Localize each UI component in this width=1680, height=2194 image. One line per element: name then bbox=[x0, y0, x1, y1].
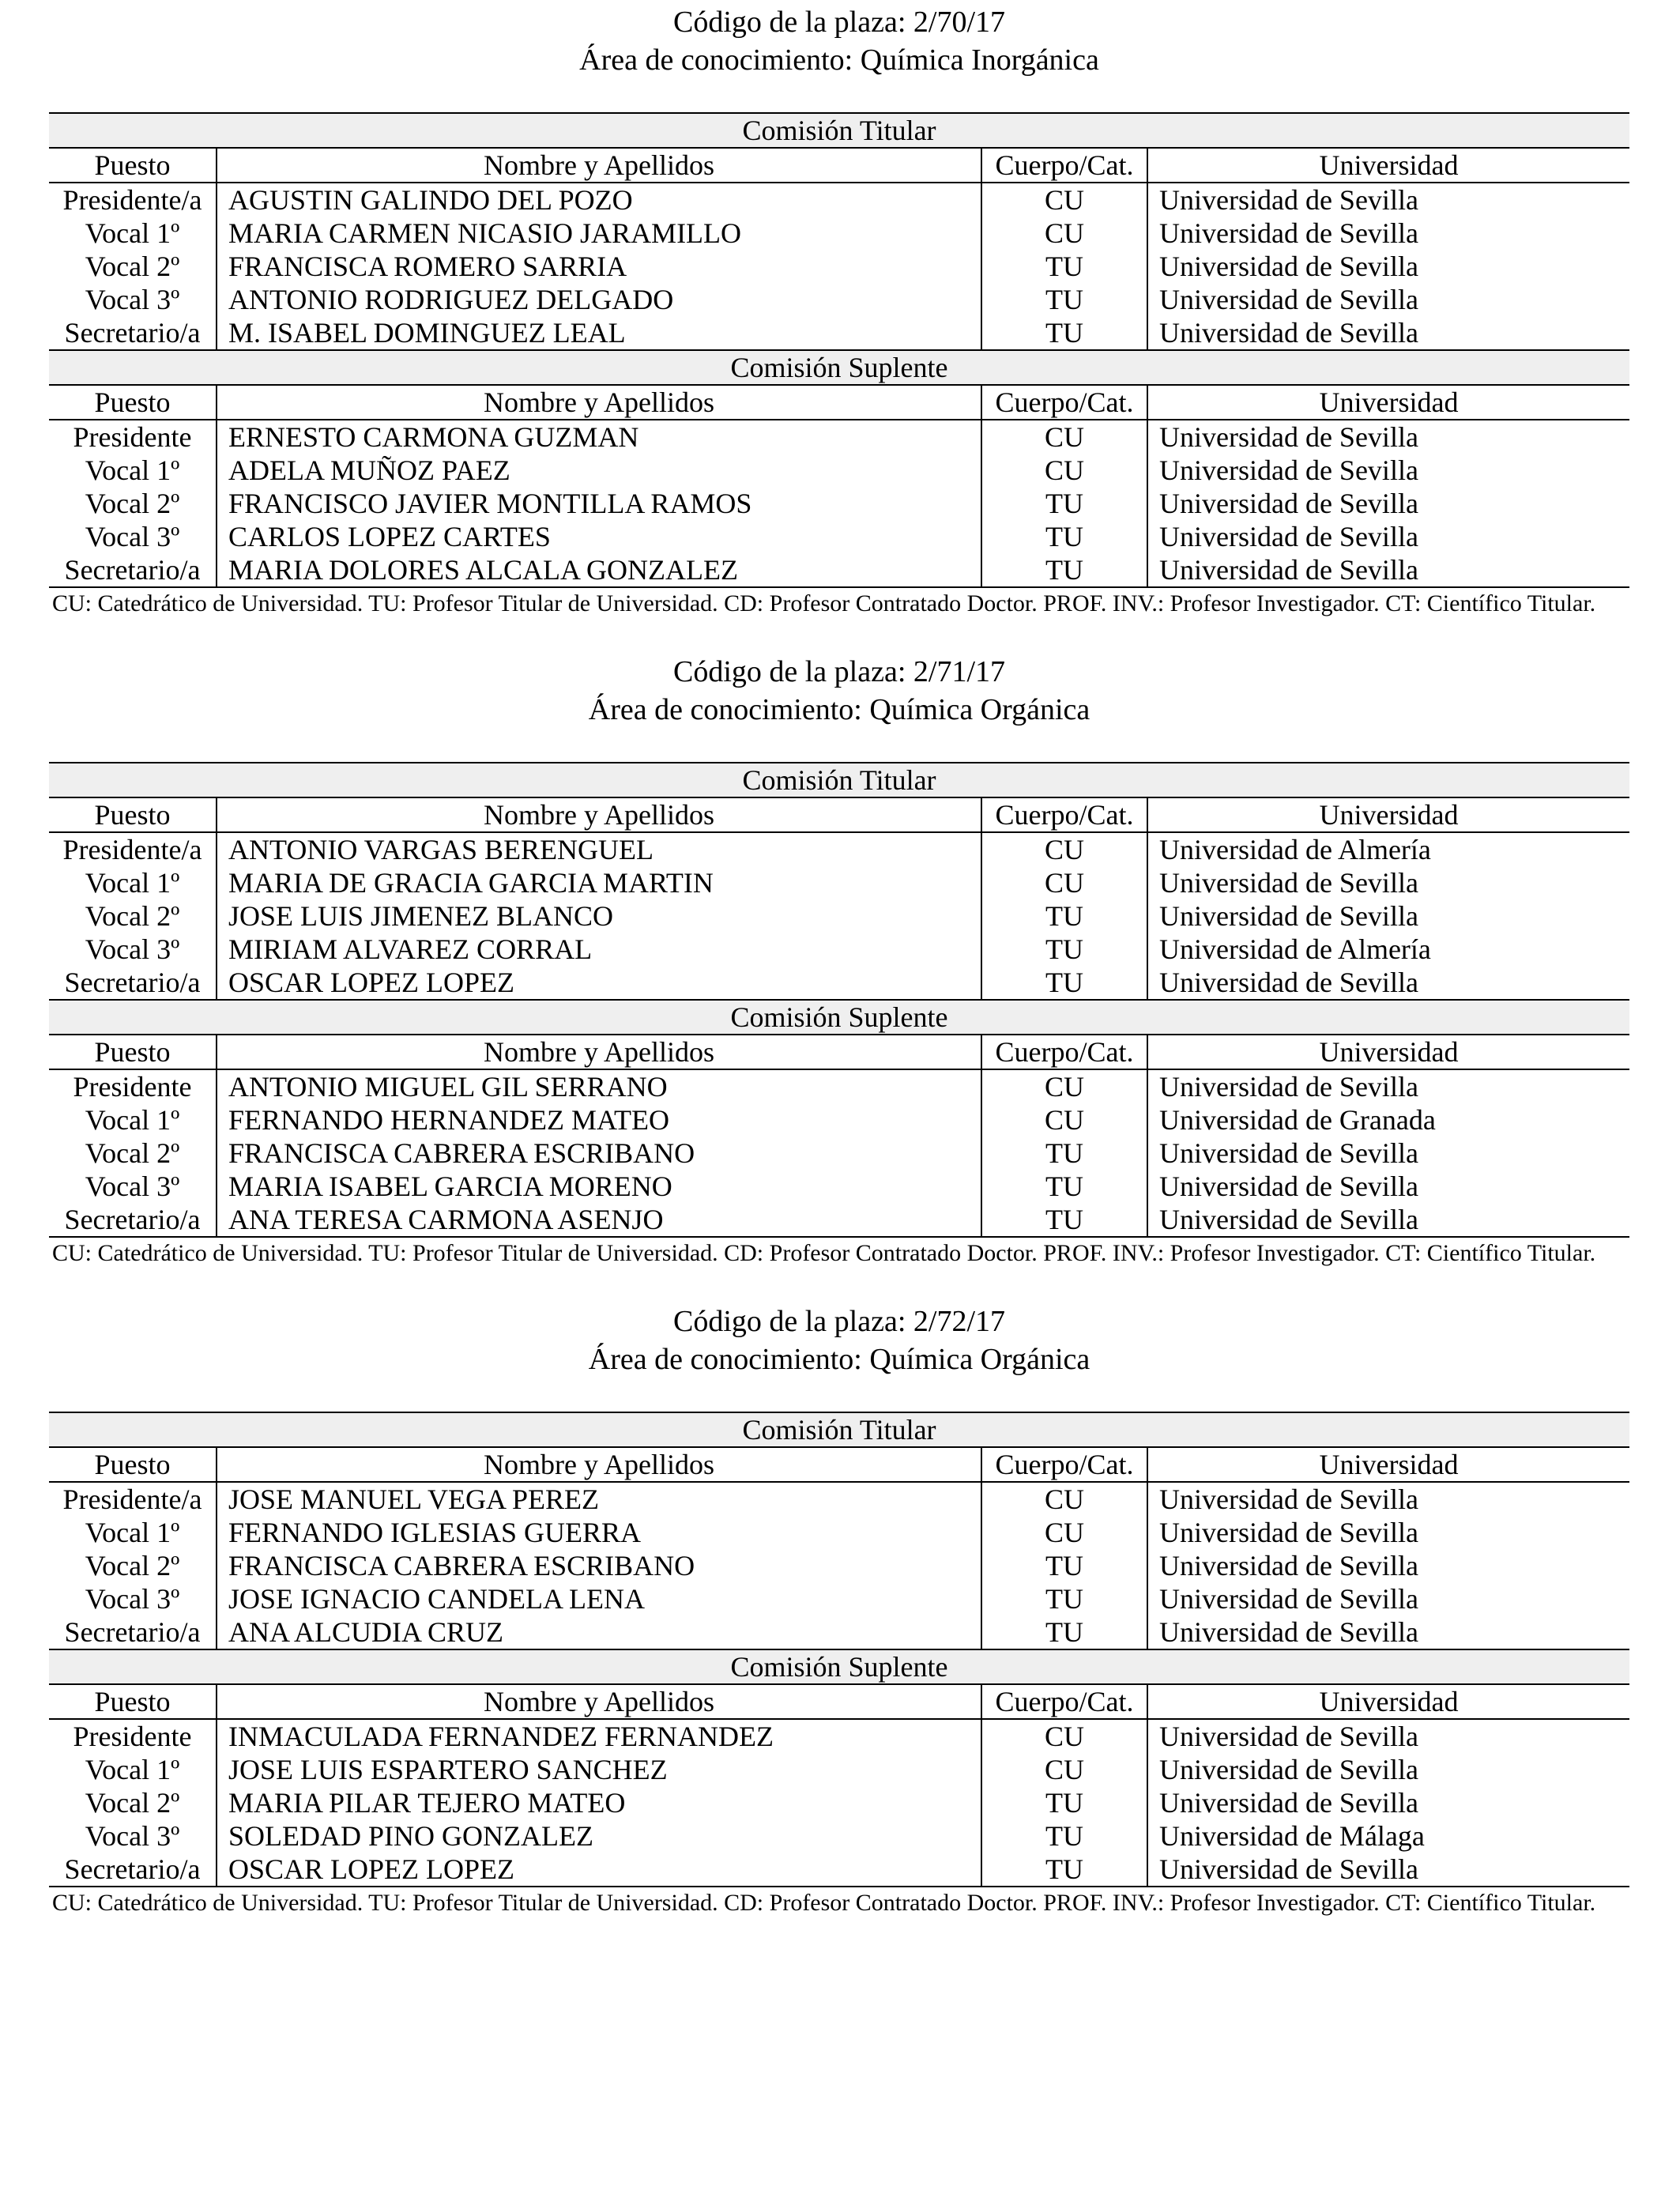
column-header-nombre: Nombre y Apellidos bbox=[217, 1447, 981, 1482]
commission-suplente-band bbox=[49, 1649, 1629, 1684]
cell-cuerpo: CU bbox=[981, 866, 1147, 899]
cell-puesto: Presidente bbox=[49, 420, 217, 454]
cell-nombre: ADELA MUÑOZ PAEZ bbox=[217, 454, 981, 487]
cell-cuerpo: CU bbox=[981, 832, 1147, 866]
column-header-nombre: Nombre y Apellidos bbox=[217, 148, 981, 183]
cell-puesto: Vocal 1º bbox=[49, 866, 217, 899]
cell-universidad: Universidad de Sevilla bbox=[1159, 1616, 1418, 1648]
cell-cuerpo: TU bbox=[981, 1582, 1147, 1615]
cell-nombre: FERNANDO HERNANDEZ MATEO bbox=[217, 1103, 981, 1137]
cell-universidad: Universidad de Sevilla bbox=[1159, 1754, 1418, 1785]
plaza-section bbox=[49, 1268, 1629, 1917]
cell-cuerpo: TU bbox=[981, 1137, 1147, 1170]
cell-puesto: Secretario/a bbox=[49, 1615, 217, 1649]
cell-cuerpo: TU bbox=[981, 520, 1147, 553]
cell-nombre: FERNANDO IGLESIAS GUERRA bbox=[217, 1516, 981, 1549]
cell-nombre: SOLEDAD PINO GONZALEZ bbox=[217, 1819, 981, 1853]
table-row bbox=[49, 1103, 1629, 1137]
cell-puesto: Vocal 2º bbox=[49, 1786, 217, 1819]
cell-puesto: Vocal 2º bbox=[49, 487, 217, 520]
cell-universidad: Universidad de Sevilla bbox=[1159, 1171, 1418, 1202]
column-header-universidad: Universidad bbox=[1147, 1684, 1629, 1719]
plaza-heading bbox=[49, 1299, 1629, 1378]
cell-nombre: MARIA DOLORES ALCALA GONZALEZ bbox=[217, 553, 981, 587]
cell-nombre: FRANCISCA ROMERO SARRIA bbox=[217, 250, 981, 283]
table-row bbox=[49, 933, 1629, 966]
cell-universidad: Universidad de Almería bbox=[1159, 933, 1431, 965]
cell-cuerpo: TU bbox=[981, 1170, 1147, 1203]
commission-suplente-label: Comisión Suplente bbox=[49, 350, 1629, 385]
column-header-cuerpo: Cuerpo/Cat. bbox=[981, 797, 1147, 832]
cell-cuerpo: CU bbox=[981, 1069, 1147, 1103]
commission-table bbox=[49, 112, 1629, 588]
knowledge-area: Área de conocimiento: Química Orgánica bbox=[588, 693, 1090, 726]
table-row bbox=[49, 832, 1629, 866]
cell-nombre: JOSE MANUEL VEGA PEREZ bbox=[217, 1482, 981, 1516]
cell-nombre: FRANCISCA CABRERA ESCRIBANO bbox=[217, 1549, 981, 1582]
column-header-cuerpo: Cuerpo/Cat. bbox=[981, 1684, 1147, 1719]
cell-cuerpo: CU bbox=[981, 420, 1147, 454]
cell-cuerpo: TU bbox=[981, 1549, 1147, 1582]
cell-universidad: Universidad de Sevilla bbox=[1159, 1483, 1418, 1515]
cell-cuerpo: TU bbox=[981, 933, 1147, 966]
column-header-puesto: Puesto bbox=[49, 1684, 217, 1719]
column-header-nombre: Nombre y Apellidos bbox=[217, 385, 981, 420]
cell-cuerpo: TU bbox=[981, 1853, 1147, 1887]
commission-table bbox=[49, 762, 1629, 1238]
cell-nombre: INMACULADA FERNANDEZ FERNANDEZ bbox=[217, 1719, 981, 1753]
cell-nombre: CARLOS LOPEZ CARTES bbox=[217, 520, 981, 553]
cell-universidad: Universidad de Sevilla bbox=[1159, 217, 1418, 249]
cell-cuerpo: CU bbox=[981, 1482, 1147, 1516]
table-row bbox=[49, 1516, 1629, 1549]
cell-universidad: Universidad de Sevilla bbox=[1159, 251, 1418, 282]
column-header-nombre: Nombre y Apellidos bbox=[217, 797, 981, 832]
cell-universidad: Universidad de Sevilla bbox=[1159, 454, 1418, 486]
abbreviation-legend: CU: Catedrático de Universidad. TU: Profesor Titular de Universidad. CD: Profesor Contratado Doctor. PROF. INV.: Profesor Investigador. CT: Científico Titular. bbox=[52, 590, 1596, 616]
cell-cuerpo: TU bbox=[981, 966, 1147, 1000]
plaza-section bbox=[49, 618, 1629, 1268]
commission-titular-band bbox=[49, 1412, 1629, 1447]
table-row bbox=[49, 1137, 1629, 1170]
cell-nombre: ANTONIO RODRIGUEZ DELGADO bbox=[217, 283, 981, 316]
cell-cuerpo: CU bbox=[981, 1753, 1147, 1786]
commission-titular-label: Comisión Titular bbox=[49, 763, 1629, 797]
cell-puesto: Vocal 1º bbox=[49, 1753, 217, 1786]
column-header-cuerpo: Cuerpo/Cat. bbox=[981, 1035, 1147, 1069]
knowledge-area: Área de conocimiento: Química Inorgánica bbox=[579, 43, 1099, 77]
column-header-puesto: Puesto bbox=[49, 1035, 217, 1069]
table-row bbox=[49, 520, 1629, 553]
cell-puesto: Secretario/a bbox=[49, 1203, 217, 1237]
cell-nombre: ANTONIO MIGUEL GIL SERRANO bbox=[217, 1069, 981, 1103]
cell-puesto: Secretario/a bbox=[49, 1853, 217, 1887]
cell-puesto: Presidente/a bbox=[49, 832, 217, 866]
cell-universidad: Universidad de Sevilla bbox=[1159, 1721, 1418, 1752]
commission-suplente-label: Comisión Suplente bbox=[49, 1649, 1629, 1684]
cell-universidad: Universidad de Sevilla bbox=[1159, 900, 1418, 932]
table-row bbox=[49, 316, 1629, 350]
plaza-code: Código de la plaza: 2/70/17 bbox=[672, 6, 1006, 39]
table-row bbox=[49, 1719, 1629, 1753]
cell-puesto: Vocal 3º bbox=[49, 1170, 217, 1203]
cell-nombre: OSCAR LOPEZ LOPEZ bbox=[217, 1853, 981, 1887]
table-row bbox=[49, 1753, 1629, 1786]
table-row bbox=[49, 1786, 1629, 1819]
cell-puesto: Presidente bbox=[49, 1069, 217, 1103]
cell-universidad: Universidad de Sevilla bbox=[1159, 1787, 1418, 1819]
commission-suplente-band bbox=[49, 1000, 1629, 1035]
plaza-heading bbox=[49, 0, 1629, 79]
cell-cuerpo: TU bbox=[981, 1786, 1147, 1819]
cell-cuerpo: CU bbox=[981, 1719, 1147, 1753]
abbreviation-legend: CU: Catedrático de Universidad. TU: Profesor Titular de Universidad. CD: Profesor Contratado Doctor. PROF. INV.: Profesor Investigador. CT: Científico Titular. bbox=[52, 1240, 1596, 1266]
cell-universidad: Universidad de Sevilla bbox=[1159, 184, 1418, 216]
table-row bbox=[49, 1582, 1629, 1615]
column-header-row bbox=[49, 385, 1629, 420]
cell-nombre: FRANCISCA CABRERA ESCRIBANO bbox=[217, 1137, 981, 1170]
table-row bbox=[49, 454, 1629, 487]
commission-suplente-label: Comisión Suplente bbox=[49, 1000, 1629, 1035]
cell-puesto: Vocal 2º bbox=[49, 250, 217, 283]
cell-universidad: Universidad de Sevilla bbox=[1159, 521, 1418, 552]
cell-puesto: Secretario/a bbox=[49, 966, 217, 1000]
cell-puesto: Vocal 1º bbox=[49, 1516, 217, 1549]
cell-universidad: Universidad de Granada bbox=[1159, 1104, 1436, 1136]
cell-universidad: Universidad de Sevilla bbox=[1159, 1583, 1418, 1615]
table-row bbox=[49, 553, 1629, 587]
column-header-puesto: Puesto bbox=[49, 385, 217, 420]
cell-puesto: Vocal 1º bbox=[49, 454, 217, 487]
table-row bbox=[49, 1853, 1629, 1887]
cell-cuerpo: TU bbox=[981, 553, 1147, 587]
document-page bbox=[49, 0, 1629, 1917]
plaza-code: Código de la plaza: 2/72/17 bbox=[672, 1305, 1006, 1338]
cell-nombre: MARIA DE GRACIA GARCIA MARTIN bbox=[217, 866, 981, 899]
cell-universidad: Universidad de Sevilla bbox=[1159, 488, 1418, 519]
cell-universidad: Universidad de Sevilla bbox=[1159, 1071, 1418, 1103]
column-header-row bbox=[49, 1035, 1629, 1069]
plaza-section bbox=[49, 0, 1629, 618]
cell-cuerpo: CU bbox=[981, 1103, 1147, 1137]
cell-universidad: Universidad de Sevilla bbox=[1159, 1137, 1418, 1169]
cell-puesto: Vocal 2º bbox=[49, 1549, 217, 1582]
cell-puesto: Vocal 2º bbox=[49, 899, 217, 933]
column-header-nombre: Nombre y Apellidos bbox=[217, 1684, 981, 1719]
table-row bbox=[49, 966, 1629, 1000]
cell-cuerpo: CU bbox=[981, 183, 1147, 217]
cell-nombre: JOSE LUIS ESPARTERO SANCHEZ bbox=[217, 1753, 981, 1786]
abbreviation-legend: CU: Catedrático de Universidad. TU: Profesor Titular de Universidad. CD: Profesor Contratado Doctor. PROF. INV.: Profesor Investigador. CT: Científico Titular. bbox=[52, 1890, 1596, 1916]
column-header-cuerpo: Cuerpo/Cat. bbox=[981, 385, 1147, 420]
cell-cuerpo: TU bbox=[981, 316, 1147, 350]
cell-cuerpo: TU bbox=[981, 250, 1147, 283]
cell-puesto: Presidente bbox=[49, 1719, 217, 1753]
cell-puesto: Secretario/a bbox=[49, 553, 217, 587]
cell-nombre: ANTONIO VARGAS BERENGUEL bbox=[217, 832, 981, 866]
cell-nombre: ERNESTO CARMONA GUZMAN bbox=[217, 420, 981, 454]
table-row bbox=[49, 250, 1629, 283]
plaza-code: Código de la plaza: 2/71/17 bbox=[672, 655, 1006, 688]
cell-universidad: Universidad de Sevilla bbox=[1159, 284, 1418, 315]
table-row bbox=[49, 866, 1629, 899]
cell-puesto: Vocal 3º bbox=[49, 1819, 217, 1853]
cell-universidad: Universidad de Sevilla bbox=[1159, 967, 1418, 998]
cell-cuerpo: TU bbox=[981, 1203, 1147, 1237]
cell-nombre: ANA TERESA CARMONA ASENJO bbox=[217, 1203, 981, 1237]
knowledge-area: Área de conocimiento: Química Orgánica bbox=[588, 1343, 1090, 1376]
table-row bbox=[49, 1482, 1629, 1516]
commission-titular-label: Comisión Titular bbox=[49, 113, 1629, 148]
table-row bbox=[49, 1819, 1629, 1853]
table-row bbox=[49, 1615, 1629, 1649]
column-header-row bbox=[49, 1447, 1629, 1482]
cell-puesto: Vocal 2º bbox=[49, 1137, 217, 1170]
cell-nombre: M. ISABEL DOMINGUEZ LEAL bbox=[217, 316, 981, 350]
cell-nombre: AGUSTIN GALINDO DEL POZO bbox=[217, 183, 981, 217]
commission-titular-band bbox=[49, 113, 1629, 148]
cell-cuerpo: TU bbox=[981, 899, 1147, 933]
cell-puesto: Presidente/a bbox=[49, 1482, 217, 1516]
cell-nombre: JOSE LUIS JIMENEZ BLANCO bbox=[217, 899, 981, 933]
table-row bbox=[49, 1170, 1629, 1203]
section-spacer bbox=[49, 618, 1629, 650]
column-header-row bbox=[49, 1684, 1629, 1719]
commission-table bbox=[49, 1412, 1629, 1887]
column-header-universidad: Universidad bbox=[1147, 385, 1629, 420]
cell-nombre: JOSE IGNACIO CANDELA LENA bbox=[217, 1582, 981, 1615]
column-header-universidad: Universidad bbox=[1147, 1035, 1629, 1069]
cell-universidad: Universidad de Sevilla bbox=[1147, 1853, 1629, 1887]
cell-nombre: MIRIAM ALVAREZ CORRAL bbox=[217, 933, 981, 966]
cell-nombre: OSCAR LOPEZ LOPEZ bbox=[217, 966, 981, 1000]
cell-nombre: ANA ALCUDIA CRUZ bbox=[217, 1615, 981, 1649]
cell-cuerpo: TU bbox=[981, 1615, 1147, 1649]
cell-puesto: Vocal 3º bbox=[49, 933, 217, 966]
plaza-heading bbox=[49, 650, 1629, 729]
column-header-row bbox=[49, 797, 1629, 832]
table-row bbox=[49, 487, 1629, 520]
cell-puesto: Secretario/a bbox=[49, 316, 217, 350]
cell-universidad: Universidad de Sevilla bbox=[1159, 1550, 1418, 1581]
cell-universidad: Universidad de Sevilla bbox=[1147, 553, 1629, 587]
cell-puesto: Vocal 3º bbox=[49, 1582, 217, 1615]
column-header-universidad: Universidad bbox=[1147, 797, 1629, 832]
table-row bbox=[49, 1549, 1629, 1582]
cell-puesto: Vocal 1º bbox=[49, 1103, 217, 1137]
cell-nombre: MARIA CARMEN NICASIO JARAMILLO bbox=[217, 217, 981, 250]
cell-universidad: Universidad de Sevilla bbox=[1159, 1517, 1418, 1548]
column-header-puesto: Puesto bbox=[49, 148, 217, 183]
commission-titular-label: Comisión Titular bbox=[49, 1412, 1629, 1447]
table-row bbox=[49, 1069, 1629, 1103]
cell-nombre: MARIA ISABEL GARCIA MORENO bbox=[217, 1170, 981, 1203]
column-header-puesto: Puesto bbox=[49, 797, 217, 832]
column-header-row bbox=[49, 148, 1629, 183]
table-row bbox=[49, 217, 1629, 250]
cell-puesto: Presidente/a bbox=[49, 183, 217, 217]
table-row bbox=[49, 283, 1629, 316]
cell-cuerpo: TU bbox=[981, 1819, 1147, 1853]
column-header-puesto: Puesto bbox=[49, 1447, 217, 1482]
column-header-universidad: Universidad bbox=[1147, 148, 1629, 183]
column-header-nombre: Nombre y Apellidos bbox=[217, 1035, 981, 1069]
column-header-cuerpo: Cuerpo/Cat. bbox=[981, 148, 1147, 183]
commission-titular-band bbox=[49, 763, 1629, 797]
cell-universidad: Universidad de Sevilla bbox=[1159, 421, 1418, 453]
cell-universidad: Universidad de Málaga bbox=[1159, 1820, 1425, 1852]
table-row bbox=[49, 899, 1629, 933]
column-header-cuerpo: Cuerpo/Cat. bbox=[981, 1447, 1147, 1482]
cell-universidad: Universidad de Sevilla bbox=[1159, 317, 1418, 349]
table-row bbox=[49, 420, 1629, 454]
cell-puesto: Vocal 3º bbox=[49, 520, 217, 553]
column-header-universidad: Universidad bbox=[1147, 1447, 1629, 1482]
section-spacer bbox=[49, 1268, 1629, 1299]
cell-puesto: Vocal 3º bbox=[49, 283, 217, 316]
cell-nombre: FRANCISCO JAVIER MONTILLA RAMOS bbox=[217, 487, 981, 520]
cell-universidad: Universidad de Almería bbox=[1159, 834, 1431, 865]
cell-cuerpo: TU bbox=[981, 283, 1147, 316]
cell-cuerpo: TU bbox=[981, 487, 1147, 520]
cell-puesto: Vocal 1º bbox=[49, 217, 217, 250]
cell-cuerpo: CU bbox=[981, 454, 1147, 487]
table-row bbox=[49, 1203, 1629, 1237]
cell-cuerpo: CU bbox=[981, 1516, 1147, 1549]
cell-universidad: Universidad de Sevilla bbox=[1159, 867, 1418, 899]
table-row bbox=[49, 183, 1629, 217]
cell-cuerpo: CU bbox=[981, 217, 1147, 250]
cell-nombre: MARIA PILAR TEJERO MATEO bbox=[217, 1786, 981, 1819]
commission-suplente-band bbox=[49, 350, 1629, 385]
cell-universidad: Universidad de Sevilla bbox=[1147, 1203, 1629, 1237]
